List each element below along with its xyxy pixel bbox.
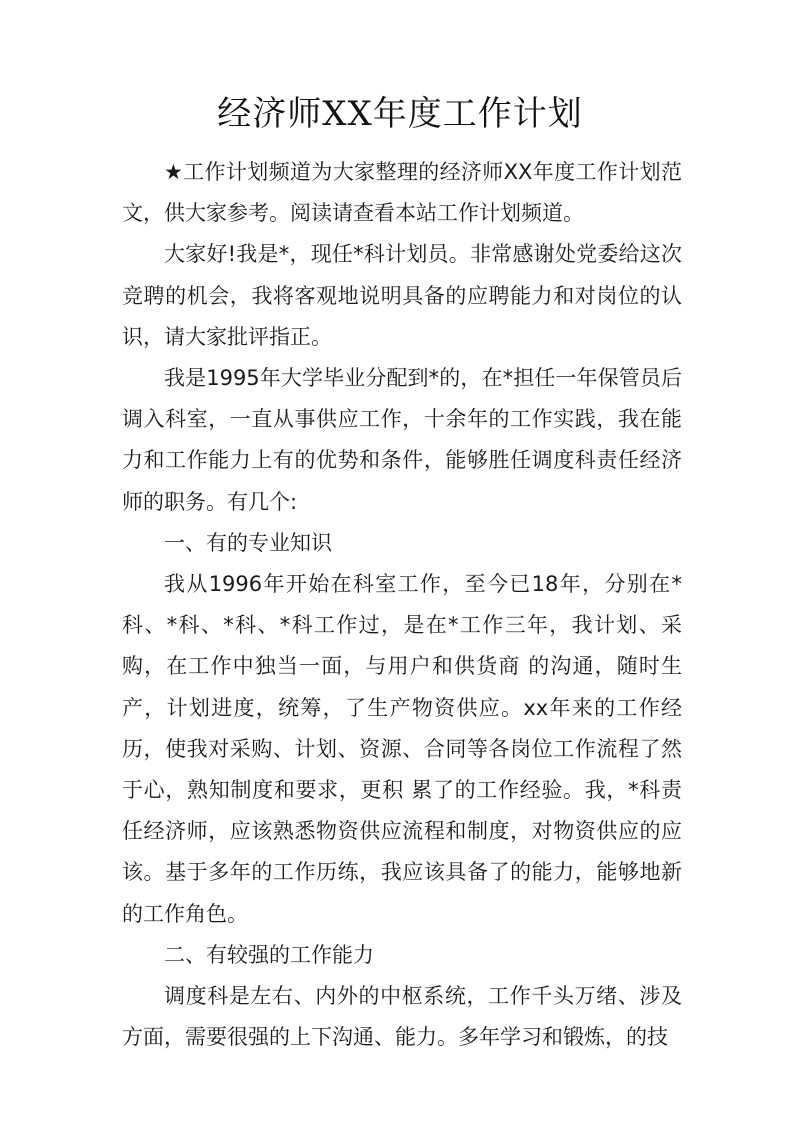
greeting-paragraph: 大家好!我是*，现任*科计划员。非常感谢处党委给这次竞聘的机会，我将客观地说明具备的应聘能力和对岗位的认识，请大家批评指正。 <box>122 242 682 349</box>
document-title: 经济师XX年度工作计划 <box>217 94 583 134</box>
section-heading-2: 二、有较强的工作能力 <box>164 942 374 967</box>
document-body <box>122 152 682 1058</box>
ability-paragraph: 调度科是左右、内外的中枢系统，工作千头万绪、涉及方面，需要很强的上下沟通、能力。多年学习和锻炼，的技 <box>122 984 682 1050</box>
intro-paragraph: ★工作计划频道为大家整理的经济师XX年度工作计划范文，供大家参考。阅读请查看本站工作计划频道。 <box>122 160 682 226</box>
background-paragraph: 我是1995年大学毕业分配到*的，在*担任一年保管员后调入科室，一直从事供应工作，十余年的工作实践，我在能力和工作能力上有的优势和条件，能够胜任调度科责任经济师的职务。有几个: <box>122 366 682 514</box>
section-heading-1: 一、有的专业知识 <box>164 530 332 555</box>
experience-paragraph: 我从1996年开始在科室工作，至今已18年，分别在*科、*科、*科、*科工作过，是在*工作三年，我计划、采购，在工作中独当一面，与用户和供货商 的沟通，随时生产，计划进度，统筹，了生产物资供应。xx年来的工作经历，使我对采购、计划、资源、合同等各岗位工作流程了然于心，熟知制度和要求，更积 累了的工作经验。我，*科责任经济师，应该熟悉物资供应流程和制度，对物资供应的应该。基于多年的工作历练，我应该具备了的能力，能够地新的工作角色。 <box>122 572 682 926</box>
